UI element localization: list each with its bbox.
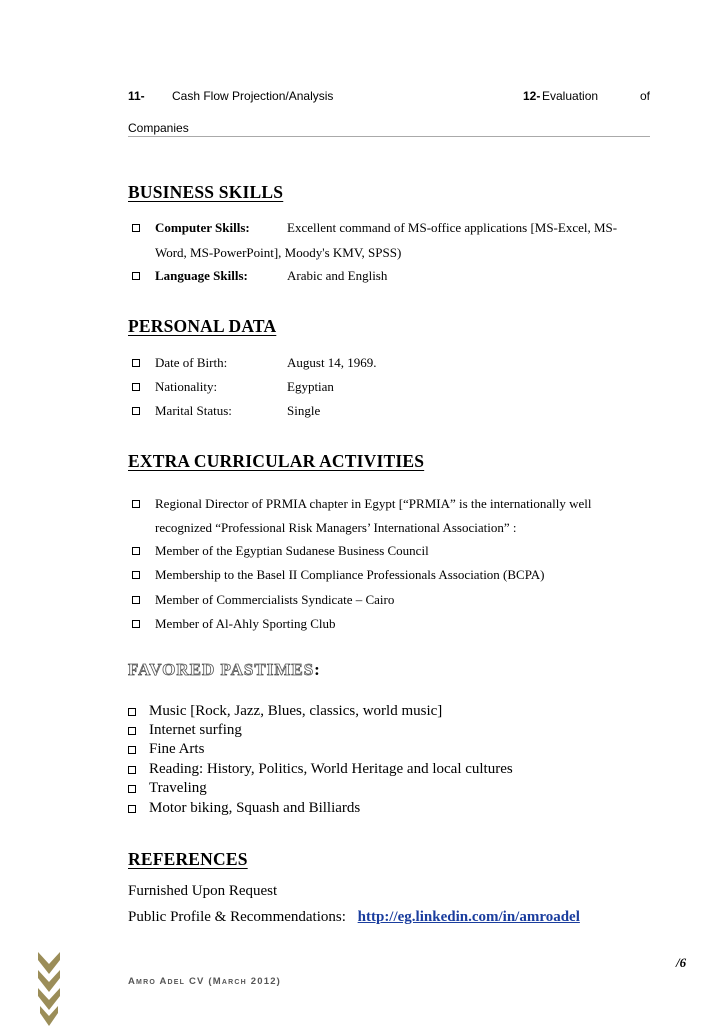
references-line: Furnished Upon Request <box>128 883 278 899</box>
bullet-icon <box>128 785 136 793</box>
footer-text: Amro Adel CV (March 2012) <box>128 976 282 987</box>
linkedin-link[interactable]: http://eg.linkedin.com/in/amroadel <box>357 909 580 925</box>
bullet-icon <box>132 359 140 367</box>
language-skills-label: Language Skills: <box>155 268 248 283</box>
references-heading: REFERENCES <box>128 849 248 869</box>
computer-skills-value-cont: Word, MS-PowerPoint], Moody's KMV, SPSS) <box>155 245 402 260</box>
bullet-icon <box>132 500 140 508</box>
bullet-icon <box>132 407 140 415</box>
bullet-icon <box>128 746 136 754</box>
bullet-icon <box>132 620 140 628</box>
bullet-icon <box>128 805 136 813</box>
pastime-item: Internet surfing <box>149 722 242 738</box>
bullet-icon <box>132 547 140 555</box>
nationality-label: Nationality: <box>155 379 218 394</box>
computer-skills-value: Excellent command of MS-office applications [MS-Excel, MS- <box>287 220 618 235</box>
bullet-icon <box>132 571 140 579</box>
computer-skills-label: Computer Skills: <box>155 220 250 235</box>
item-12-text: Evaluation <box>542 89 599 103</box>
pastime-item: Fine Arts <box>149 741 205 757</box>
pastime-item: Reading: History, Politics, World Heritage and local cultures <box>149 761 513 777</box>
item-11-number: 11- <box>128 89 145 103</box>
nationality-value: Egyptian <box>287 379 334 394</box>
bullet-icon <box>128 727 136 735</box>
activity-item: Member of the Egyptian Sudanese Business Council <box>155 543 429 558</box>
pastimes-heading <box>128 660 321 680</box>
extra-curricular-heading: EXTRA CURRICULAR ACTIVITIES <box>128 451 425 471</box>
public-profile-line <box>128 909 580 926</box>
language-skills-value: Arabic and English <box>287 268 388 283</box>
bullet-icon <box>132 383 140 391</box>
dob-label: Date of Birth: <box>155 355 228 370</box>
personal-data-heading: PERSONAL DATA <box>128 316 277 336</box>
business-skills-heading: BUSINESS SKILLS <box>128 182 284 202</box>
bullet-icon <box>128 708 136 716</box>
bullet-icon <box>128 766 136 774</box>
item-12-number: 12- <box>523 89 541 103</box>
bullet-icon <box>132 224 140 232</box>
marital-status-value: Single <box>287 403 321 418</box>
wheat-logo-icon <box>36 950 62 1030</box>
pastimes-heading-colon: : <box>314 660 321 679</box>
activity-item: Member of Commercialists Syndicate – Cairo <box>155 592 395 607</box>
item-11-text: Cash Flow Projection/Analysis <box>172 89 334 103</box>
pastime-item: Music [Rock, Jazz, Blues, classics, world music] <box>149 703 443 719</box>
page-number: /6 <box>676 955 687 970</box>
activity-item: Membership to the Basel II Compliance Professionals Association (BCPA) <box>155 567 545 582</box>
pastime-item: Traveling <box>149 780 207 796</box>
dob-value: August 14, 1969. <box>287 355 377 370</box>
item-12-continuation: Companies <box>128 121 189 135</box>
bullet-icon <box>132 596 140 604</box>
item-12-of: of <box>640 89 651 103</box>
activity-item: Member of Al-Ahly Sporting Club <box>155 616 336 631</box>
marital-status-label: Marital Status: <box>155 403 232 418</box>
activity-item: Regional Director of PRMIA chapter in Egypt [“PRMIA” is the internationally well <box>155 496 592 511</box>
activity-item-cont: recognized “Professional Risk Managers’ International Association” : <box>155 520 517 535</box>
divider <box>128 136 650 137</box>
pastime-item: Motor biking, Squash and Billiards <box>149 800 361 816</box>
bullet-icon <box>132 272 140 280</box>
pastimes-heading-text: FAVORED PASTIMES <box>128 660 315 679</box>
public-profile-label: Public Profile & Recommendations: <box>128 909 346 925</box>
